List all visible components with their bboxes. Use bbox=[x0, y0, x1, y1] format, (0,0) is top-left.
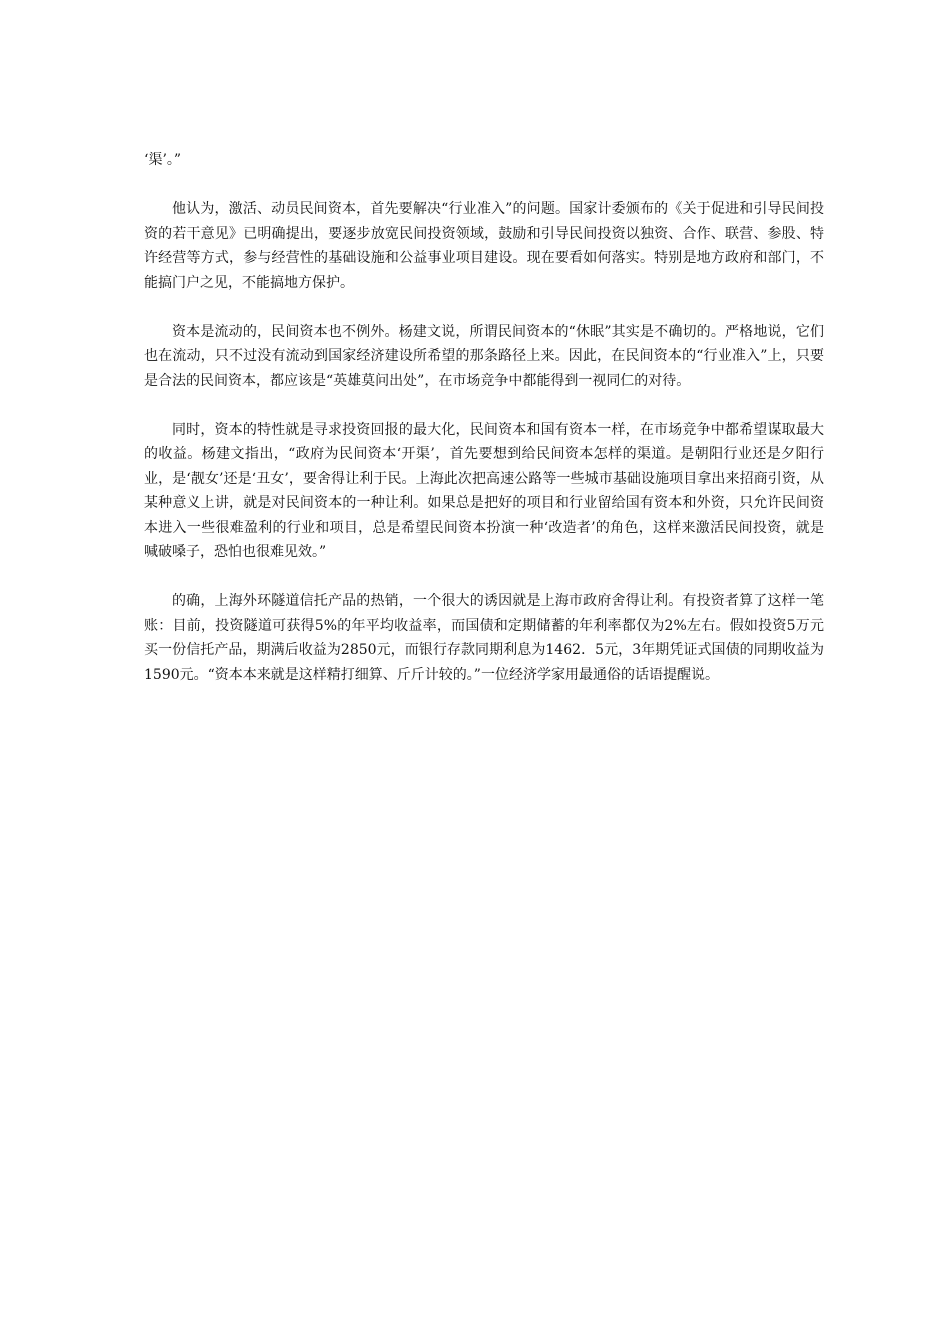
paragraph-industry-access: 他认为，激活、动员民间资本，首先要解决“行业准入”的问题。国家计委颁布的《关于促进和引导民间投资的若干意见》已明确提出，要逐步放宽民间投资领域，鼓励和引导民间投资以独资、合作、联营、参股、特许经营等方式，参与经营性的基础设施和公益事业项目建设。现在要看如何落实。特别是地方政府和部门，不能搞门户之见，不能搞地方保护。 bbox=[144, 201, 824, 291]
paragraph-continuation: ‘渠’。” bbox=[144, 152, 182, 168]
document-body bbox=[144, 148, 824, 712]
paragraph-capital-flow: 资本是流动的，民间资本也不例外。杨建文说，所谓民间资本的“休眠”其实是不确切的。严格地说，它们也在流动，只不过没有流动到国家经济建设所希望的那条路径上来。因此，在民间资本的“行业准入”上，只要是合法的民间资本，都应该是“英雄莫问出处”，在市场竞争中都能得到一视同仁的对待。 bbox=[144, 323, 824, 389]
paragraph-investment-return: 同时，资本的特性就是寻求投资回报的最大化，民间资本和国有资本一样，在市场竞争中都希望谋取最大的收益。杨建文指出，“政府为民间资本‘开渠’，首先要想到给民间资本怎样的渠道。是朝阳行业还是夕阳行业，是‘靓女’还是‘丑女’，要舍得让利于民。上海此次把高速公路等一些城市基础设施项目拿出来招商引资，从某种意义上讲，就是对民间资本的一种让利。如果总是把好的项目和行业留给国有资本和外资，只允许民间资本进入一些很难盈利的行业和项目，总是希望民间资本扮演一种‘改造者’的角色，这样来激活民间投资，就是喊破嗓子，恐怕也很难见效。” bbox=[144, 421, 824, 560]
paragraph-tunnel-trust: 的确，上海外环隧道信托产品的热销，一个很大的诱因就是上海市政府舍得让利。有投资者算了这样一笔账：目前，投资隧道可获得5%的年平均收益率，而国债和定期储蓄的年利率都仅为2%左右。假如投资5万元买一份信托产品，期满后收益为2850元，而银行存款同期利息为1462．5元，3年期凭证式国债的同期收益为1590元。“资本本来就是这样精打细算、斤斤计较的。”一位经济学家用最通俗的话语提醒说。 bbox=[144, 593, 824, 683]
